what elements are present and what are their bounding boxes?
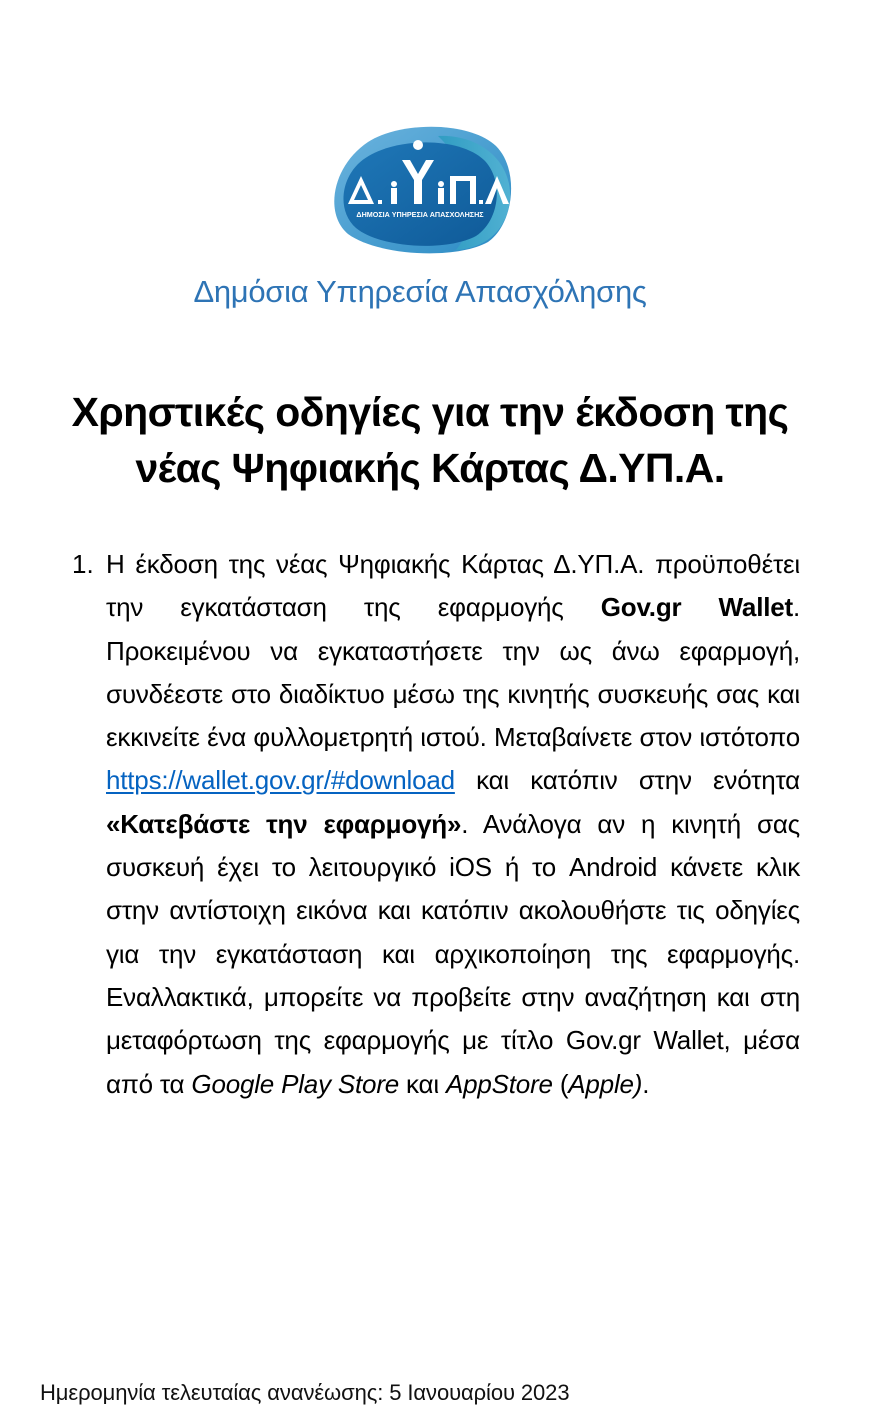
app-name-bold: Gov.gr Wallet — [600, 592, 793, 623]
apple-italic: Apple) — [568, 1068, 643, 1099]
organization-name: Δημόσια Υπηρεσία Απασχόλησης — [193, 274, 647, 309]
dypa-logo-icon — [328, 124, 514, 254]
document-title — [20, 384, 840, 496]
title-line-2: νέας Ψηφιακής Κάρτας Δ.ΥΠ.Α. — [135, 445, 725, 491]
step-text: . Ανάλογα αν η κινητή σας συσκευή έχει το λειτουργικό iOS ή το Android κάνετε κλικ στην αντίστοιχη εικόνα και κατόπιν ακολουθήστε τις οδηγίες για την εγκατάσταση και αρχικοποίηση της εφαρμογής. Εναλλακτικά, μπορείτε να προβείτε στην αναζήτηση και στη μεταφόρτωση της εφαρμογής με τίτλο Gov.gr Wallet, μέσα από τα — [106, 808, 800, 1099]
step-text: ( — [552, 1068, 569, 1099]
step-text: και — [399, 1068, 446, 1099]
step-paragraph — [106, 543, 800, 1106]
step-number: 1. — [72, 549, 94, 579]
step-text: Η έκδοση της νέας Ψηφιακής Κάρτας Δ.ΥΠ.Α. προϋποθέτει την εγκατάσταση της εφαρμογής — [106, 549, 800, 623]
step-text: . — [642, 1068, 650, 1099]
last-updated-date: Ημερομηνία τελευταίας ανανέωσης: 5 Ιανουαρίου 2023 — [40, 1380, 570, 1405]
dypa-logo — [328, 124, 514, 254]
appstore-italic: AppStore — [445, 1068, 553, 1099]
list-item — [72, 543, 800, 1106]
download-section-bold: «Κατεβάστε την εφαρμογή» — [106, 808, 462, 839]
instructions-list — [72, 543, 800, 1106]
step-text: και κατόπιν στην ενότητα — [454, 765, 800, 796]
step-text: . Προκειμένου να εγκαταστήσετε την ως άνω εφαρμογή, συνδέεστε στο διαδίκτυο μέσω της κινητής συσκευής σας και εκκινείτε ένα φυλλομετρητή ιστού. Μεταβαίνετε στον ιστότοπο — [106, 592, 800, 753]
title-line-1: Χρηστικές οδηγίες για την έκδοση της — [71, 389, 789, 435]
wallet-download-link[interactable]: https://wallet.gov.gr/#download — [106, 765, 455, 796]
svg-text:ΔΗΜΟΣΙΑ ΥΠΗΡΕΣΙΑ ΑΠΑΣΧΟΛΗΣΗΣ: ΔΗΜΟΣΙΑ ΥΠΗΡΕΣΙΑ ΑΠΑΣΧΟΛΗΣΗΣ — [356, 210, 484, 219]
google-play-store-italic: Google Play Store — [191, 1068, 400, 1099]
